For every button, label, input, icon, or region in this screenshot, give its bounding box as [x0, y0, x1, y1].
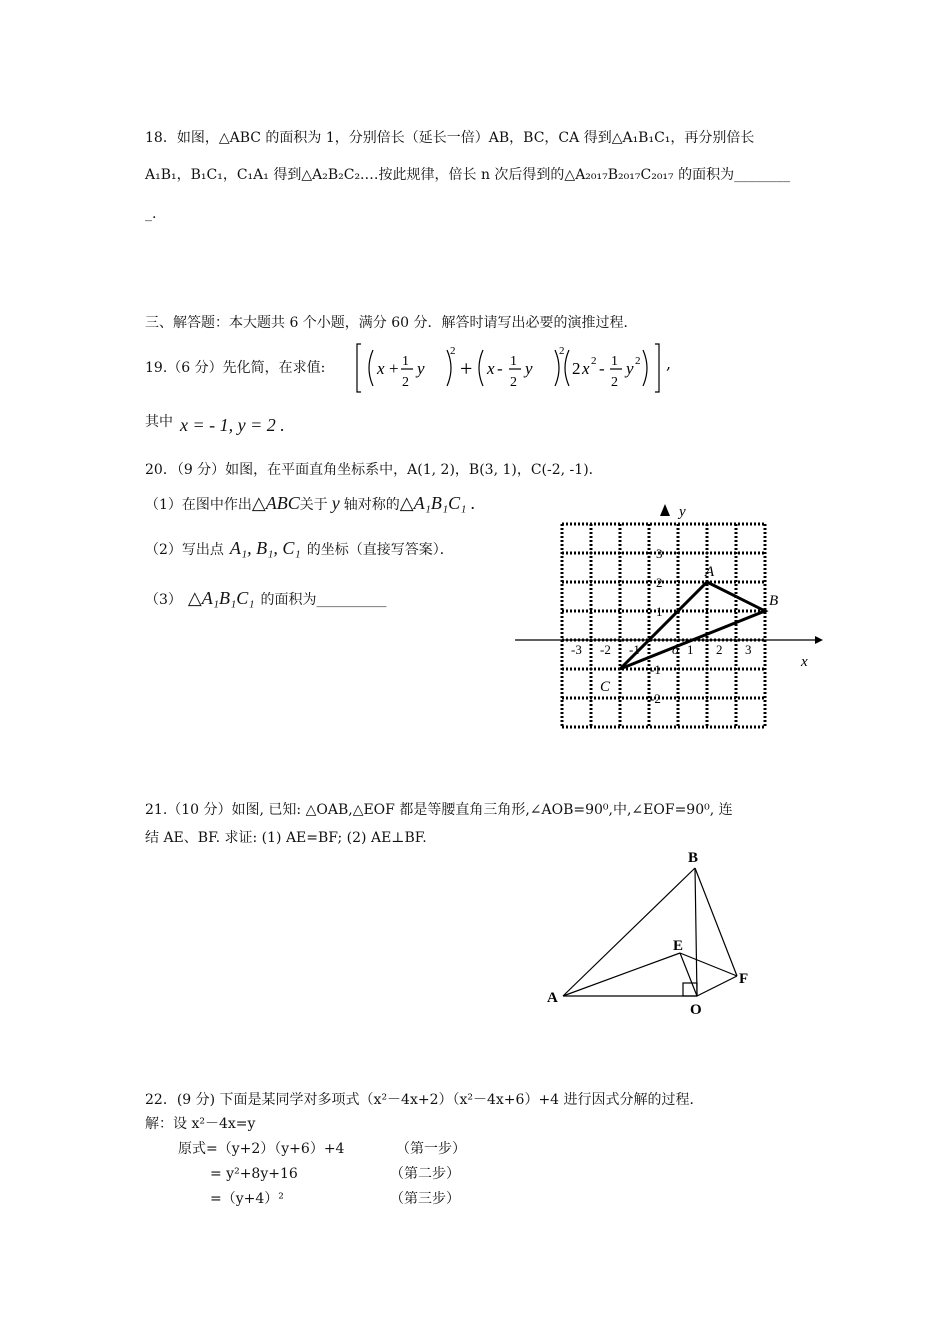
q20-part1: [145, 493, 475, 515]
point-label-c: C: [600, 679, 611, 695]
segment-bo: [695, 868, 697, 996]
section-heading: 三、解答题：本大题共 6 个小题，满分 60 分．解答时请写出必要的演推过程．: [145, 315, 638, 331]
q20-p1-text-a: （1）在图中作出: [145, 497, 252, 513]
svg-text:x: x: [377, 359, 385, 378]
svg-text:1: 1: [402, 354, 409, 369]
label-a: A: [547, 990, 558, 1006]
q19-where-value: x = - 1, y = 2 .: [180, 415, 285, 435]
triangle-marks: [600, 564, 778, 695]
q20-p2-text-c: 的坐标（直接写答案）．: [306, 542, 454, 558]
svg-text:+: +: [389, 359, 399, 378]
svg-text:y: y: [417, 359, 425, 378]
label-o: O: [690, 1002, 702, 1018]
q20-title: 20．（9 分）如图，在平面直角坐标系中，A(1, 2)，B(3, 1)，C(-2, -1)．: [145, 462, 603, 478]
q20-p3-text-c: 的面积为__________: [260, 592, 387, 608]
svg-text:2: 2: [450, 345, 456, 357]
q19-comma: ,: [666, 354, 672, 373]
q20-p1-axis: y: [331, 493, 340, 513]
svg-text:y: y: [525, 359, 533, 378]
x-tick-label: 1: [687, 642, 694, 657]
q19-prefix: 19.（6 分）先化简，在求值:: [145, 360, 326, 376]
svg-text:-: -: [497, 359, 503, 378]
y-tick-label: 2: [656, 575, 663, 590]
y-axis-arrow: [660, 504, 670, 516]
q21-line2: 结 AE、BF. 求证: (1) AE=BF; (2) AE⊥BF.: [145, 830, 427, 846]
x-tick-label: -1: [629, 642, 640, 657]
q18-line3: _.: [145, 206, 157, 222]
q20-p3-triangle: △A₁B₁C₁: [187, 588, 255, 608]
segment-ab: [563, 868, 695, 996]
q22-step1-expr: 原式=（y+2）（y+6）+4: [178, 1141, 345, 1157]
q22-step3-note: （第三步）: [390, 1191, 460, 1207]
q20-part2: [145, 538, 454, 560]
point-label-b: B: [769, 593, 779, 609]
q18-line1: 18．如图，△ABC 的面积为 1，分别倍长（延长一倍）AB，BC，CA 得到△A₁B₁C₁，再分别倍长: [145, 130, 755, 146]
svg-text:1: 1: [510, 354, 517, 369]
y-tick-label: -1: [650, 662, 661, 677]
segment-ef: [680, 953, 737, 976]
y-tick-label: -2: [650, 691, 661, 706]
coordinate-grid-chart: [505, 490, 835, 755]
point-label-a: A: [705, 564, 715, 580]
x-tick-label: o: [672, 642, 679, 657]
segment-of: [697, 976, 737, 996]
q20-p1-text-e: 轴对称的: [343, 497, 400, 513]
q18-line2: A₁B₁，B₁C₁，C₁A₁ 得到△A₂B₂C₂.…按此规律，倍长 n 次后得到的△A₂₀₁₇B₂₀₁₇C₂₀₁₇ 的面积为________: [145, 167, 791, 183]
label-e: E: [673, 938, 684, 954]
q19-where-label: 其中: [145, 414, 173, 430]
svg-text:2: 2: [559, 345, 565, 357]
q20-p1-triangle: △ABC: [251, 493, 300, 513]
x-axis-arrow: [815, 636, 823, 644]
svg-text:x: x: [582, 359, 590, 378]
y-axis-label: y: [679, 504, 686, 520]
q20-p1-image-triangle: △A₁B₁C₁ .: [399, 493, 476, 513]
x-tick-label: -2: [600, 642, 611, 657]
q20-p2-text-a: （2）写出点: [145, 542, 224, 558]
svg-text:1: 1: [611, 354, 618, 369]
q20-part3: [145, 588, 387, 610]
svg-text:2: 2: [611, 375, 618, 390]
segment-bf: [695, 868, 737, 976]
x-tick-label: 3: [745, 642, 752, 657]
svg-text:2: 2: [635, 355, 641, 367]
q20-p1-text-c: 关于: [299, 497, 328, 513]
x-tick-label: 2: [716, 642, 723, 657]
svg-text:x: x: [487, 359, 495, 378]
x-tick-label: -3: [571, 642, 582, 657]
q22-step3-expr: =（y+4）²: [210, 1191, 284, 1207]
svg-text:2: 2: [591, 355, 597, 367]
x-axis-label: x: [801, 654, 808, 670]
label-f: F: [739, 971, 749, 987]
svg-text:y: y: [626, 359, 634, 378]
q20-p3-text-a: （3）: [145, 592, 182, 608]
y-tick-label: 3: [656, 546, 663, 561]
svg-text:+: +: [460, 356, 473, 381]
svg-text:2: 2: [402, 375, 409, 390]
q22-step1-note: （第一步）: [396, 1141, 466, 1157]
svg-text:2: 2: [510, 375, 517, 390]
q22-step2-note: （第二步）: [390, 1166, 460, 1182]
svg-text:-: -: [599, 359, 605, 378]
segment-ae: [563, 953, 680, 996]
q22-line1: 22．(9 分) 下面是某同学对多项式（x²－4x+2）（x²－4x+6）+4 进行因式分解的过程．: [145, 1092, 704, 1108]
q19-expression: [355, 340, 665, 396]
q21-line1: 21.（10 分）如图, 已知: △OAB,△EOF 都是等腰直角三角形,∠AOB=90⁰,中,∠EOF=90⁰, 连: [145, 802, 733, 818]
q20-p2-points: A₁, B₁, C₁: [229, 538, 301, 558]
q22-line2: 解：设 x²－4x=y: [145, 1116, 256, 1132]
q22-step2-expr: = y²+8y+16: [210, 1166, 298, 1182]
q21-figure: [545, 840, 775, 1020]
svg-text:2: 2: [572, 359, 581, 378]
y-tick-label: 1: [656, 604, 663, 619]
label-b: B: [688, 850, 699, 866]
